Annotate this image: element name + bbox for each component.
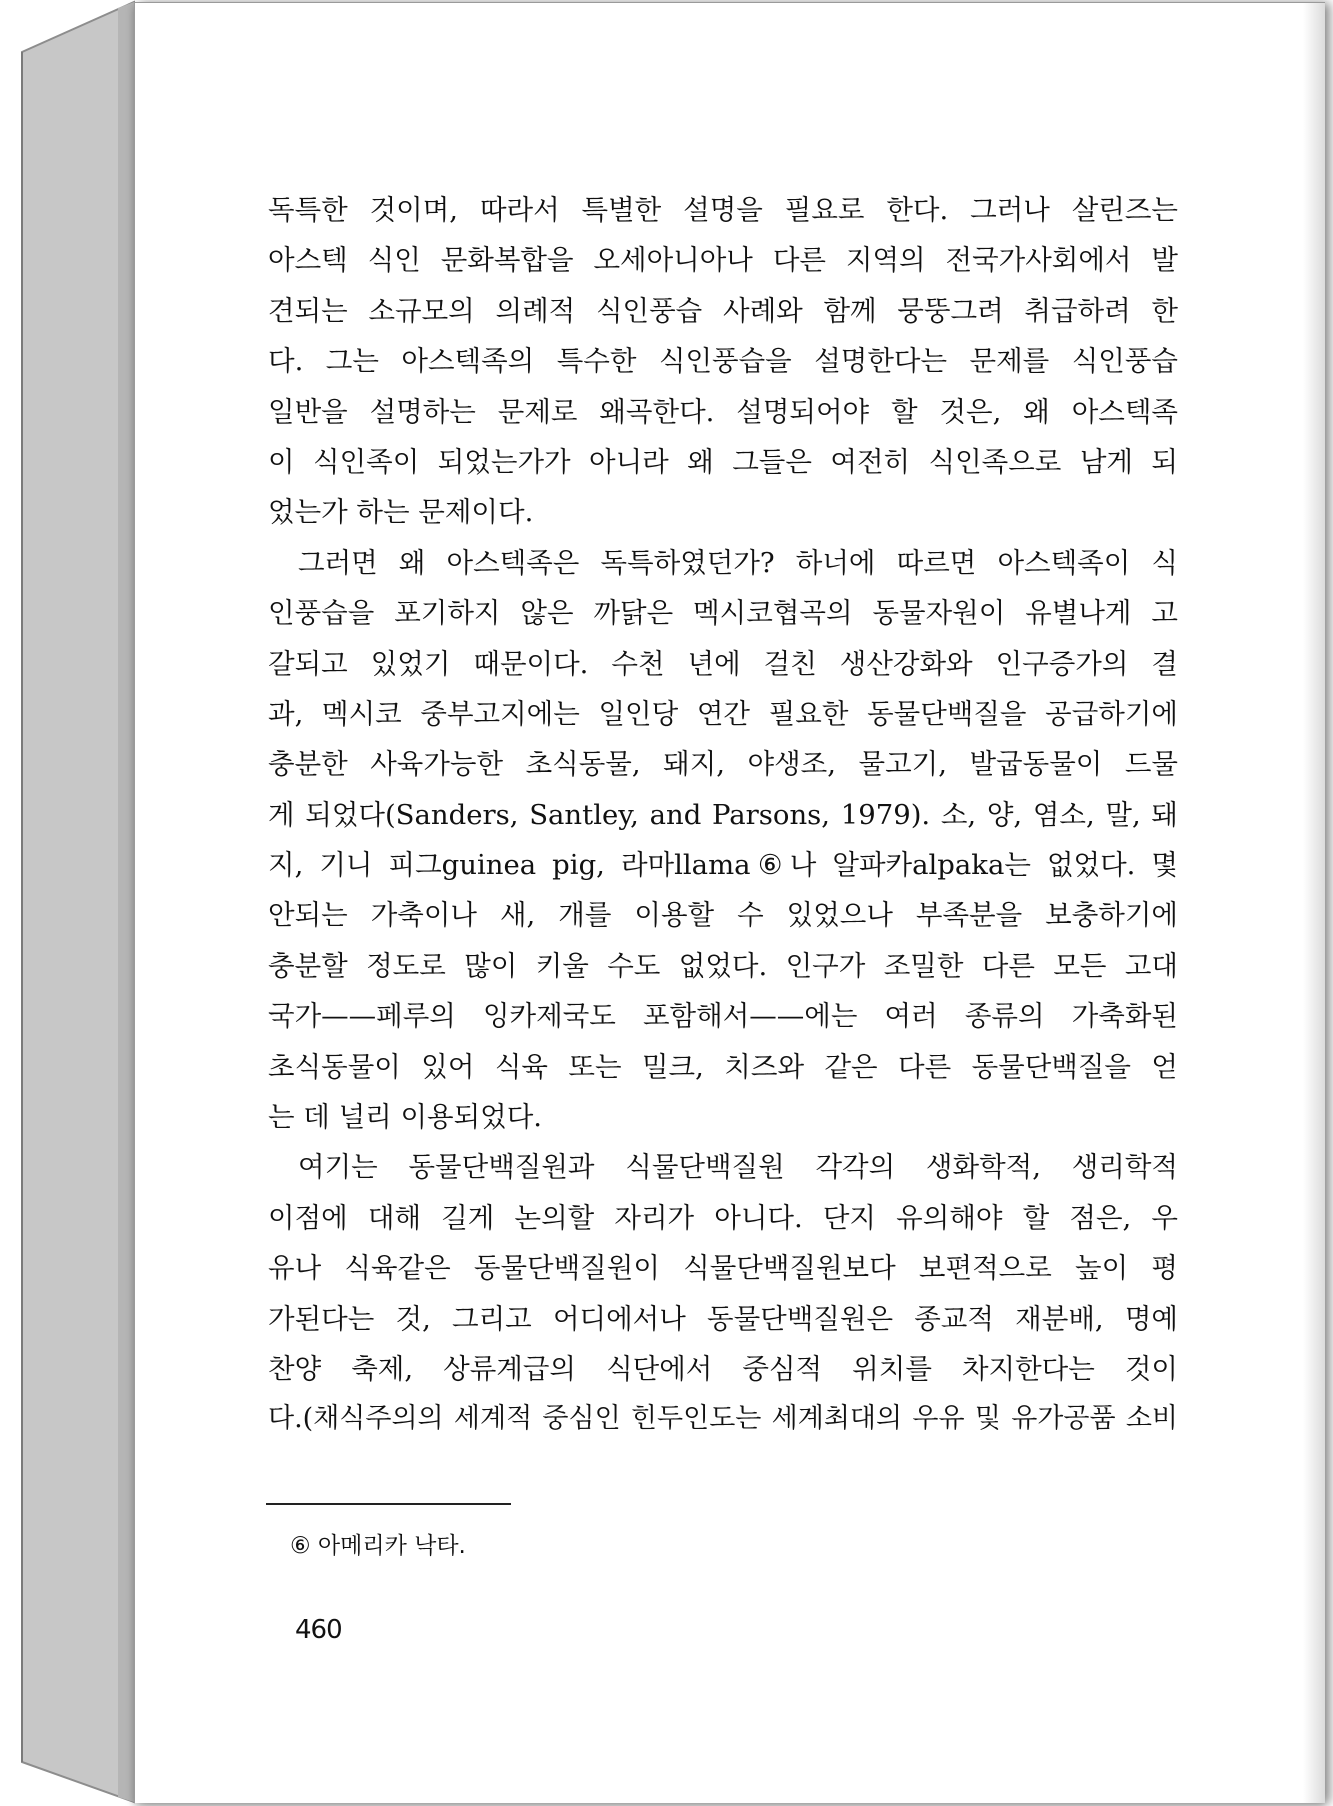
book-page	[134, 2, 1325, 1803]
body-line: 이 식인족이 되었는가가 아니라 왜 그들은 여전히 식인족으로 남게 되	[268, 445, 1178, 478]
body-line: 갈되고 있었기 때문이다. 수천 년에 걸친 생산강화와 인구증가의 결	[268, 647, 1178, 680]
body-line: 과, 멕시코 중부고지에는 일인당 연간 필요한 동물단백질을 공급하기에	[268, 697, 1178, 730]
footnote-divider	[266, 1503, 511, 1505]
body-line: 었는가 하는 문제이다.	[268, 496, 534, 529]
body-line: 견되는 소규모의 의례적 식인풍습 사례와 함께 뭉뚱그려 취급하려 한	[268, 294, 1178, 327]
body-line: 충분할 정도로 많이 키울 수도 없었다. 인구가 조밀한 다른 모든 고대	[268, 949, 1178, 982]
body-line: 다. 그는 아스텍족의 특수한 식인풍습을 설명한다는 문제를 식인풍습	[268, 345, 1178, 378]
body-line: 그러면 왜 아스텍족은 독특하였던가? 하너에 따르면 아스텍족이 식	[298, 546, 1178, 579]
page-number: 460	[295, 1615, 342, 1645]
body-line: 가된다는 것, 그리고 어디에서나 동물단백질원은 종교적 재분배, 명예	[268, 1302, 1178, 1335]
body-line: 아스텍 식인 문화복합을 오세아니아나 다른 지역의 전국가사회에서 발	[268, 244, 1178, 277]
body-line: 일반을 설명하는 문제로 왜곡한다. 설명되어야 할 것은, 왜 아스텍족	[268, 395, 1178, 428]
body-line: 게 되었다(Sanders, Santley, and Parsons, 1979). 소, 양, 염소, 말, 돼	[268, 798, 1178, 831]
book-spine-graphic	[0, 0, 140, 1806]
body-line: 유나 식육같은 동물단백질원이 식물단백질원보다 보편적으로 높이 평	[268, 1252, 1178, 1285]
page-edge-shadow	[1303, 3, 1325, 1803]
body-line: 다.(채식주의의 세계적 중심인 힌두인도는 세계최대의 우유 및 유가공품 소비	[268, 1403, 1178, 1435]
body-line: 여기는 동물단백질원과 식물단백질원 각각의 생화학적, 생리학적	[298, 1151, 1178, 1184]
footnote-text: ⑥ 아메리카 낙타.	[290, 1533, 466, 1559]
body-line: 초식동물이 있어 식육 또는 밀크, 치즈와 같은 다른 동물단백질을 얻	[268, 1050, 1178, 1083]
body-line: 충분한 사육가능한 초식동물, 돼지, 야생조, 물고기, 발굽동물이 드물	[268, 748, 1178, 781]
body-line: 지, 기니 피그guinea pig, 라마llama⑥나 알파카alpaka는 없었다. 몇	[268, 849, 1178, 882]
body-line: 안되는 가축이나 새, 개를 이용할 수 있었으나 부족분을 보충하기에	[268, 899, 1178, 932]
body-line: 는 데 널리 이용되었다.	[268, 1101, 543, 1134]
body-line: 독특한 것이며, 따라서 특별한 설명을 필요로 한다. 그러나 살린즈는	[268, 194, 1178, 226]
body-line: 찬양 축제, 상류계급의 식단에서 중심적 위치를 차지한다는 것이	[268, 1352, 1178, 1385]
body-line: 국가——페루의 잉카제국도 포함해서——에는 여러 종류의 가축화된	[268, 1000, 1178, 1033]
book-spine	[0, 0, 140, 1806]
body-line: 이점에 대해 길게 논의할 자리가 아니다. 단지 유의해야 할 점은, 우	[268, 1201, 1178, 1234]
body-text	[268, 185, 1178, 1445]
body-line: 인풍습을 포기하지 않은 까닭은 멕시코협곡의 동물자원이 유별나게 고	[268, 597, 1178, 630]
